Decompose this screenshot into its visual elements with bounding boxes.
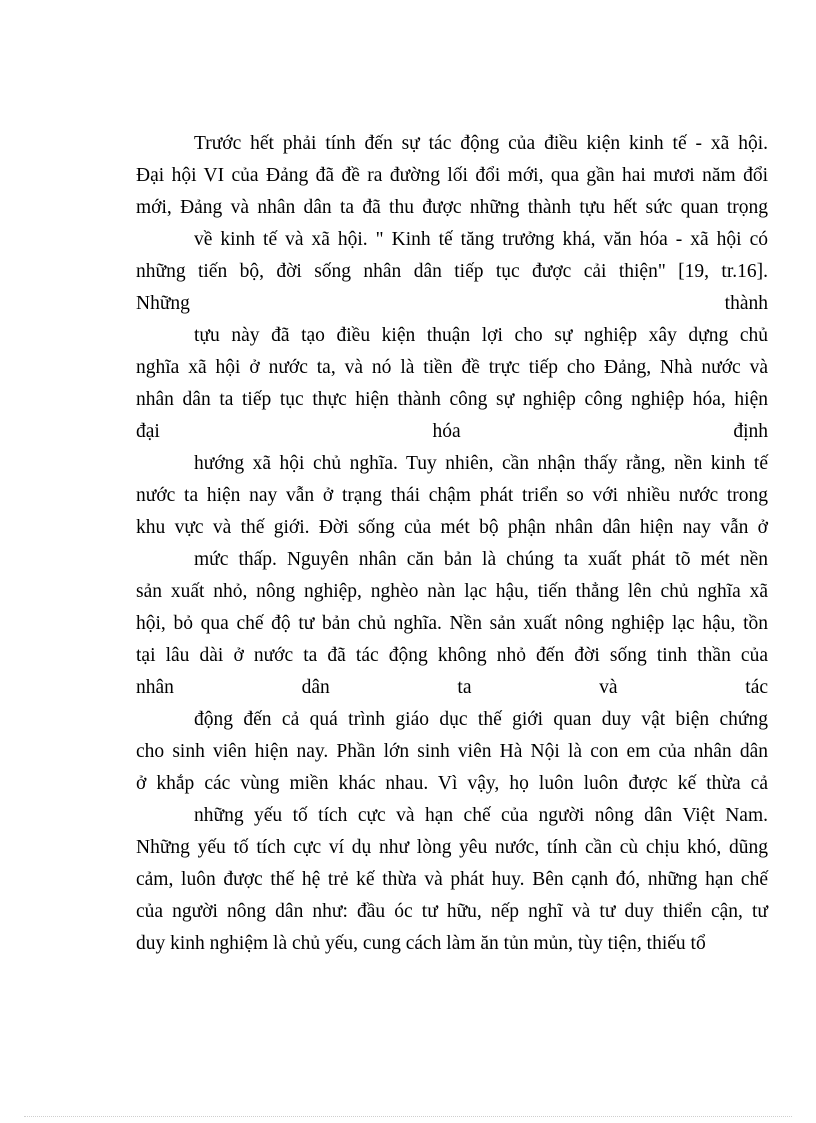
text-line: mức thấp. Nguyên nhân căn bản là chúng ta xuất phát tõ mét nền [194,549,768,570]
text-line: mới, Đảng và nhân dân ta đã thu được những thành tựu hết sức quan trọng [136,197,768,218]
text-line: nghĩa xã hội ở nước ta, và nó là tiền đề trực tiếp cho Đảng, Nhà nước và [136,357,768,378]
text-line: về kinh tế và xã hội. " Kinh tế tăng trưởng khá, văn hóa - xã hội có [194,229,768,250]
text-line: hướng xã hội chủ nghĩa. Tuy nhiên, cần nhận thấy rằng, nền kinh tế [194,453,768,474]
text-line: động đến cả quá trình giáo dục thế giới quan duy vật biện chứng [194,709,768,730]
text-line: Đại hội VI của Đảng đã đề ra đường lối đổi mới, qua gần hai mươi năm đổi [136,165,768,186]
text-line: cảm, luôn được thế hệ trẻ kế thừa và phát huy. Bên cạnh đó, những hạn chế [136,869,768,890]
text-line: nước ta hiện nay vẫn ở trạng thái chậm phát triển so với nhiều nước trong [136,485,768,506]
text-line: sản xuất nhỏ, nông nghiệp, nghèo nàn lạc hậu, tiến thẳng lên chủ nghĩa xã [136,581,768,602]
text-line: cho sinh viên hiện nay. Phần lớn sinh viên Hà Nội là con em của nhân dân [136,741,768,762]
text-line: Trước hết phải tính đến sự tác động của điều kiện kinh tế - xã hội. [194,133,768,154]
text-line: tại lâu dài ở nước ta đã tác động không nhỏ đến đời sống tinh thần của [136,645,768,666]
text-line: ở khắp các vùng miền khác nhau. Vì vậy, họ luôn luôn được kế thừa cả [136,773,768,794]
text-line: nhân dân ta và tác [136,677,768,698]
text-line: đại hóa định [136,421,768,442]
text-line: những yếu tố tích cực và hạn chế của người nông dân Việt Nam. [194,805,768,826]
body-text [136,128,768,960]
page-bottom-divider [24,1116,792,1117]
text-line: những tiến bộ, đời sống nhân dân tiếp tục được cải thiện" [19, tr.16]. [136,261,768,282]
text-line: của người nông dân như: đầu óc tư hữu, nếp nghĩ và tư duy thiển cận, tư [136,901,768,922]
text-line: nhân dân ta tiếp tục thực hiện thành công sự nghiệp công nghiệp hóa, hiện [136,389,768,410]
text-line: duy kinh nghiệm là chủ yếu, cung cách làm ăn tủn mủn, tùy tiện, thiếu tổ [136,933,706,954]
text-line: tựu này đã tạo điều kiện thuận lợi cho sự nghiệp xây dựng chủ [194,325,768,346]
text-line: Những thành [136,293,768,314]
text-line: khu vực và thế giới. Đời sống của mét bộ phận nhân dân hiện nay vẫn ở [136,517,768,538]
text-line: hội, bỏ qua chế độ tư bản chủ nghĩa. Nền sản xuất nông nghiệp lạc hậu, tồn [136,613,768,634]
text-line: Những yếu tố tích cực ví dụ như lòng yêu nước, tính cần cù chịu khó, dũng [136,837,768,858]
